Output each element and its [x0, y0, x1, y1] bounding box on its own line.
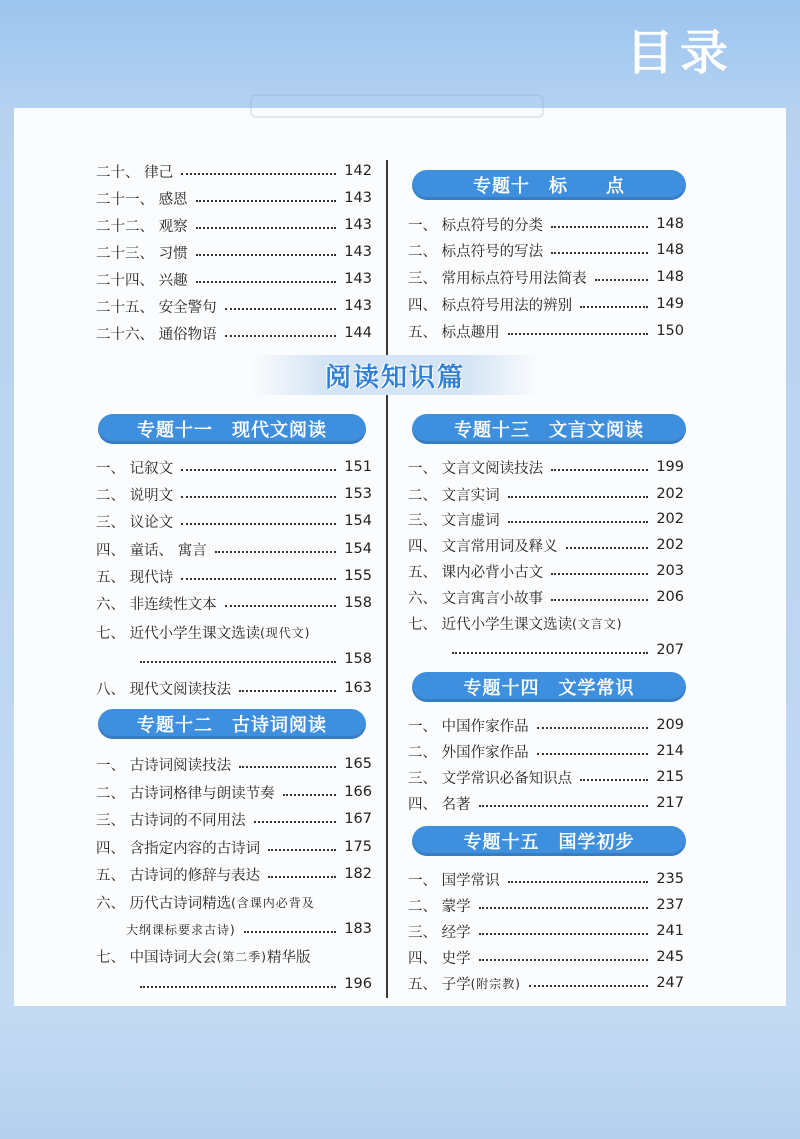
toc-entry[interactable]: 四、 含指定内容的古诗词 175 [96, 839, 372, 857]
leader-dots [140, 661, 336, 663]
leader-dots [181, 496, 336, 498]
leader-dots [225, 335, 337, 337]
leader-dots [268, 876, 336, 878]
toc-entry[interactable]: 五、 子学 (附宗教) 247 [408, 975, 684, 993]
toc-entry[interactable]: 三、 古诗词的不同用法 167 [96, 811, 372, 829]
topic-15-banner[interactable]: 专题十五 国学初步 [412, 826, 686, 856]
leader-dots [551, 469, 648, 471]
page-title: 目录 [625, 25, 734, 81]
leader-dots [551, 573, 648, 575]
toc-entry-continued[interactable]: 196 [140, 972, 372, 996]
leader-dots [244, 931, 337, 933]
leader-dots [140, 986, 336, 988]
leader-dots [196, 281, 337, 283]
leader-dots [254, 821, 337, 823]
leader-dots [452, 652, 648, 654]
toc-entry[interactable]: 一、 文言文阅读技法 199 [408, 459, 684, 477]
leader-dots [529, 985, 648, 987]
topic-12-banner[interactable]: 专题十二 古诗词阅读 [98, 709, 366, 739]
leader-dots [283, 794, 337, 796]
leader-dots [239, 690, 336, 692]
toc-entry[interactable]: 四、 童话、 寓言 154 [96, 541, 372, 559]
column-divider [386, 160, 388, 998]
footer-band [0, 1006, 800, 1139]
toc-entry[interactable]: 五、 标点趣用 150 [408, 323, 684, 341]
toc-entry[interactable]: 三、 文学常识必备知识点 215 [408, 769, 684, 787]
leader-dots [225, 308, 337, 310]
toc-entry[interactable]: 七、 近代小学生课文选读 (文言文) [408, 616, 623, 633]
toc-entry[interactable]: 四、 标点符号用法的辨别 149 [408, 296, 684, 314]
toc-entry[interactable]: 三、 议论文 154 [96, 513, 372, 531]
leader-dots [196, 254, 337, 256]
toc-entry[interactable]: 二、 说明文 153 [96, 486, 372, 504]
leader-dots [479, 933, 649, 935]
toc-entry[interactable]: 三、 经学 241 [408, 923, 684, 941]
leader-dots [181, 469, 336, 471]
toc-entry[interactable]: 二、 古诗词格律与朗读节奏 166 [96, 784, 372, 802]
leader-dots [508, 521, 649, 523]
leader-dots [215, 551, 337, 553]
toc-entry[interactable]: 二十四、 兴趣 143 [96, 271, 372, 289]
bleed-through-decoration [250, 94, 544, 118]
toc-entry[interactable]: 七、 近代小学生课文选读 (现代文) [96, 625, 311, 642]
toc-entry[interactable]: 六、 文言寓言小故事 206 [408, 589, 684, 607]
toc-entry[interactable]: 六、 非连续性文本 158 [96, 595, 372, 613]
leader-dots [551, 226, 648, 228]
topic-13-banner[interactable]: 专题十三 文言文阅读 [412, 414, 686, 444]
leader-dots [551, 252, 648, 254]
toc-entry[interactable]: 一、 古诗词阅读技法 165 [96, 756, 372, 774]
toc-entry[interactable]: 七、 中国诗词大会 (第二季) 精华版 [96, 949, 311, 966]
toc-entry[interactable]: 二十五、 安全警句 143 [96, 298, 372, 316]
toc-entry[interactable]: 二十三、 习惯 143 [96, 244, 372, 262]
toc-entry[interactable]: 二十六、 通俗物语 144 [96, 325, 372, 343]
leader-dots [479, 907, 649, 909]
section-heading: 阅读知识篇 [250, 355, 540, 395]
leader-dots [479, 959, 649, 961]
leader-dots [537, 753, 649, 755]
toc-entry[interactable]: 八、 现代文阅读技法 163 [96, 680, 372, 698]
leader-dots [479, 805, 649, 807]
toc-entry[interactable]: 二、 外国作家作品 214 [408, 743, 684, 761]
toc-entry[interactable]: 二、 标点符号的写法 148 [408, 242, 684, 260]
leader-dots [181, 523, 336, 525]
toc-entry[interactable]: 一、 国学常识 235 [408, 871, 684, 889]
topic-11-banner[interactable]: 专题十一 现代文阅读 [98, 414, 366, 444]
toc-entry[interactable]: 一、 中国作家作品 209 [408, 717, 684, 735]
toc-entry-continued[interactable]: 158 [140, 647, 372, 671]
toc-entry[interactable]: 四、 史学 245 [408, 949, 684, 967]
toc-entry[interactable]: 五、 现代诗 155 [96, 568, 372, 586]
leader-dots [239, 766, 336, 768]
toc-entry[interactable]: 一、 记叙文 151 [96, 459, 372, 477]
leader-dots [181, 578, 336, 580]
toc-entry[interactable]: 三、 文言虚词 202 [408, 511, 684, 529]
toc-entry[interactable]: 五、 课内必背小古文 203 [408, 563, 684, 581]
toc-entry[interactable]: 二、 蒙学 237 [408, 897, 684, 915]
leader-dots [268, 849, 336, 851]
leader-dots [508, 496, 649, 498]
toc-entry[interactable]: 二十、 律己 142 [96, 163, 372, 181]
leader-dots [196, 227, 337, 229]
toc-entry[interactable]: 五、 古诗词的修辞与表达 182 [96, 866, 372, 884]
leader-dots [551, 599, 648, 601]
leader-dots [580, 306, 648, 308]
leader-dots [196, 200, 337, 202]
toc-entry-continued[interactable]: 207 [452, 638, 684, 662]
toc-entry[interactable]: 四、 文言常用词及释义 202 [408, 537, 684, 555]
topic-10-banner[interactable]: 专题十 标 点 [412, 170, 686, 200]
toc-entry-continued[interactable]: 大纲课标要求古诗) 183 [126, 921, 372, 937]
toc-entry[interactable]: 六、 历代古诗词精选 (含课内必背及 [96, 895, 315, 912]
toc-entry[interactable]: 二、 文言实词 202 [408, 486, 684, 504]
leader-dots [580, 779, 648, 781]
toc-entry[interactable]: 三、 常用标点符号用法简表 148 [408, 269, 684, 287]
leader-dots [225, 605, 337, 607]
topic-14-banner[interactable]: 专题十四 文学常识 [412, 672, 686, 702]
toc-entry[interactable]: 二十二、 观察 143 [96, 217, 372, 235]
leader-dots [537, 727, 649, 729]
toc-entry[interactable]: 四、 名著 217 [408, 795, 684, 813]
leader-dots [508, 333, 649, 335]
leader-dots [181, 173, 336, 175]
toc-entry[interactable]: 一、 标点符号的分类 148 [408, 216, 684, 234]
leader-dots [595, 279, 649, 281]
leader-dots [508, 881, 649, 883]
leader-dots [566, 547, 649, 549]
toc-entry[interactable]: 二十一、 感恩 143 [96, 190, 372, 208]
